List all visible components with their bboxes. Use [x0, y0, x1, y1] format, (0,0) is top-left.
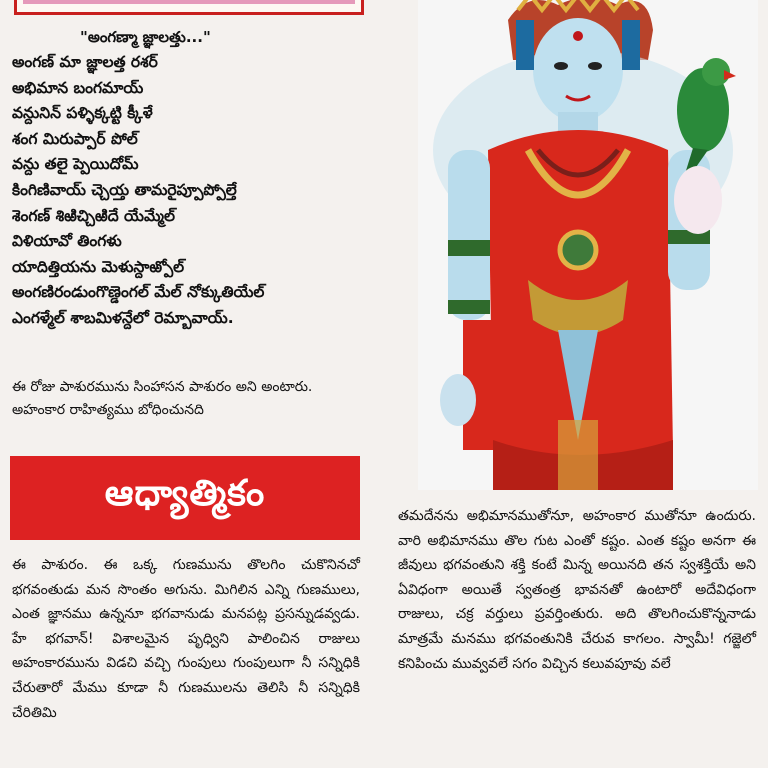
- poem-line: ఎంగళ్మేల్ శాబమిళన్దేలో రెమ్బావాయ్.: [12, 308, 234, 327]
- poem-block: [12, 50, 432, 332]
- section-title: ఆధ్యాత్మికం: [104, 473, 266, 514]
- section-banner: [10, 456, 360, 540]
- poem-line: యాదిత్తియను మెళుస్దాఱ్పోల్: [12, 257, 185, 276]
- header-frame: [14, 0, 364, 15]
- poem-line: శంగ మిరుప్పార్ పోల్: [12, 129, 138, 148]
- article-column-right: తమదేనను అభిమానముతోనూ, అహంకార ముతోనూ ఉందురు. వారి అభిమానము తొల గుట ఎంతో కష్టం. ఎంత కష్టం అనగా ఈ జీవులు భగవంతుని శక్తి కంటే మిన్న అయినది తన స్వశక్తియే అని ఏవిధంగా అయితే స్వతంత్ర భావనతో ఉంటారో అదేవిధంగా రాజులు, చక్ర వర్తులు ప్రవర్తింతురు. అది తొలగించుకొన్ననాడు మాత్రమే మనము భగవంతునికి చేరువ కాగలం. స్వామీ! గజ్జెలో కనిపించు మువ్వవలే సగం విచ్చిన కలువపూవు వలే: [398, 508, 756, 672]
- poem-line: శెంగణ్ శిఱిచ్చిఱిదే యేమ్మేల్: [12, 206, 176, 225]
- poem-line: అంగణిరండుంగొణ్డెంగల్ మేల్ నోక్కుతియేల్: [12, 283, 265, 302]
- intro-text: ఈ రోజు పాశురమును సింహాసన పాశురం అని అంటారు. అహంకార రాహిత్యము బోధించునది: [12, 379, 313, 418]
- poem-line: కింగిణివాయ్ చ్చెయ్త తామరైప్పూప్పోల్తే: [12, 180, 237, 199]
- goddess-photo: [418, 0, 758, 490]
- poem-title: "అంగణ్మా జ్ఞాలత్తు...": [80, 28, 211, 46]
- poem-line: అంగణ్ మా జ్ఞాలత్త రశర్: [12, 53, 158, 71]
- poem-line: అభిమాన బంగమాయ్: [12, 78, 144, 97]
- article-column-left: ఈ పాశురం. ఈ ఒక్క గుణమును తొలగిం చుకొనినచో భగవంతుడు మన సొంతం అగును. మిగిలిన ఎన్ని గుణములు, ఎంత జ్ఞానము ఉన్ననూ భగవానుడు మనపట్ల ప్రసన్నుడవ్వడు. హే భగవాన్! విశాలమైన పృధ్విని పాలించిన రాజులు అహంకారమును విడచి వచ్చి గుంపులు గుంపులుగా నీ సన్నిధికి చేరుతారో మేము కూడా నీ గుణములను తెలిసి నీ సన్నిధికి చేరితిమి: [12, 557, 360, 721]
- poem-line: వన్దు తలై ప్పెయిదోమ్: [12, 155, 139, 174]
- poem-line: వన్దునిన్ పళ్ళిక్కట్టి క్కీళే: [12, 104, 153, 123]
- poem-line: విళియావో తింగళు: [12, 232, 122, 251]
